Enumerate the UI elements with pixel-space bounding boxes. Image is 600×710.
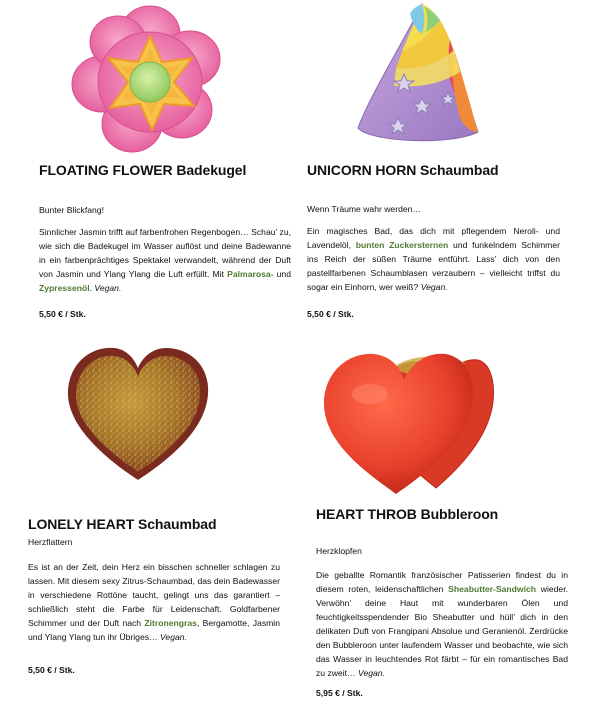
product-title [39,162,246,178]
product-tagline: Herzflattern [28,537,73,547]
product-tagline: Bunter Blickfang! [39,205,104,215]
product-description: Ein magisches Bad, das dich mit pflegendem Neroli- und Lavendelöl, bunten Zuckersternen und funkelndem Schimmer ins Reich der süßen Träume entführt. Lass’ dich von den pastellfarbenen Schaumblasen verzaubern – vielleicht triffst du sogar ein Einhorn, wer weiß? Vegan. [307,226,560,292]
highlight-ingredient: bunten Zuckersternen [355,240,449,250]
product-price: 5,50 € / Stk. [307,309,354,319]
product-category: Badekugel [176,162,247,178]
product-description: Sinnlicher Jasmin trifft auf farbenfrohen Regenbogen… Schau’ zu, wie sich die Badekugel im Wasser auflöst und deine Badewanne in ein farbenprächtiges Spektakel verwandelt, während der Duft von Jasmin und Ylang Ylang die Luft erfüllt. Mit Palmarosa- und Zypressenöl. Vegan. [39,227,291,293]
product-category: Bubbleroon [420,506,499,522]
lonely-heart-bubble-bar-image [62,340,214,490]
product-title [316,506,498,522]
highlight-ingredient: Zitronengras [144,618,197,628]
product-title [28,516,216,532]
highlight-ingredient: Palmarosa- [227,269,274,279]
product-price: 5,95 € / Stk. [316,688,363,698]
product-price: 5,50 € / Stk. [28,665,75,675]
floating-flower-bath-bomb-image [70,4,230,160]
product-description: Es ist an der Zeit, dein Herz ein bisschen schneller schlagen zu lassen. Mit diesem sexy Zitrus-Schaumbad, das dein Badewasser in verschiedene Rottöne taucht, gelingt uns das garantiert – schließlich steht die Farbe für Leidenschaft. Goldfarbener Schimmer und der Duft nach Zitronengras, Bergamotte, Jasmin und Ylang Ylang tun ihr Übriges… Vegan. [28,562,280,642]
product-price: 5,50 € / Stk. [39,309,86,319]
product-tagline: Wenn Träume wahr werden… [307,204,421,214]
unicorn-horn-bubble-bar-image [350,0,490,148]
product-name: FLOATING FLOWER [39,162,173,178]
product-title [307,162,499,178]
heart-throb-bubbleroon-image [316,338,496,498]
product-description: Die geballte Romantik französischer Patisserien findest du in diesem roten, leidenschaftlichen Sheabutter-Sandwich wieder. Verwöhn’ deine Haut mit wunderbaren Ölen und feuchtigkeitsspendender Bio Sheabutter und hüll’ dich in den delikaten Duft von Frangipani Absolue und Geranienöl. Zerdrücke den Bubbleroon unter laufendem Wasser und beobachte, wie sich das Wasser in leuchtendes Rot färbt – für ein romantisches Bad zu zweit… Vegan. [316,570,568,678]
product-name: LONELY HEART [28,516,135,532]
product-name: UNICORN HORN [307,162,417,178]
product-category: Schaumbad [420,162,499,178]
product-category: Schaumbad [137,516,217,532]
vegan-label: Vegan. [160,632,187,642]
product-name: HEART THROB [316,506,417,522]
highlight-ingredient: Sheabutter-Sandwich [448,584,537,594]
product-tagline: Herzklopfen [316,546,362,556]
vegan-label: Vegan. [358,668,385,678]
highlight-ingredient: Zypressenöl [39,283,90,293]
vegan-label: Vegan. [94,283,122,293]
vegan-label: Vegan. [420,282,448,292]
